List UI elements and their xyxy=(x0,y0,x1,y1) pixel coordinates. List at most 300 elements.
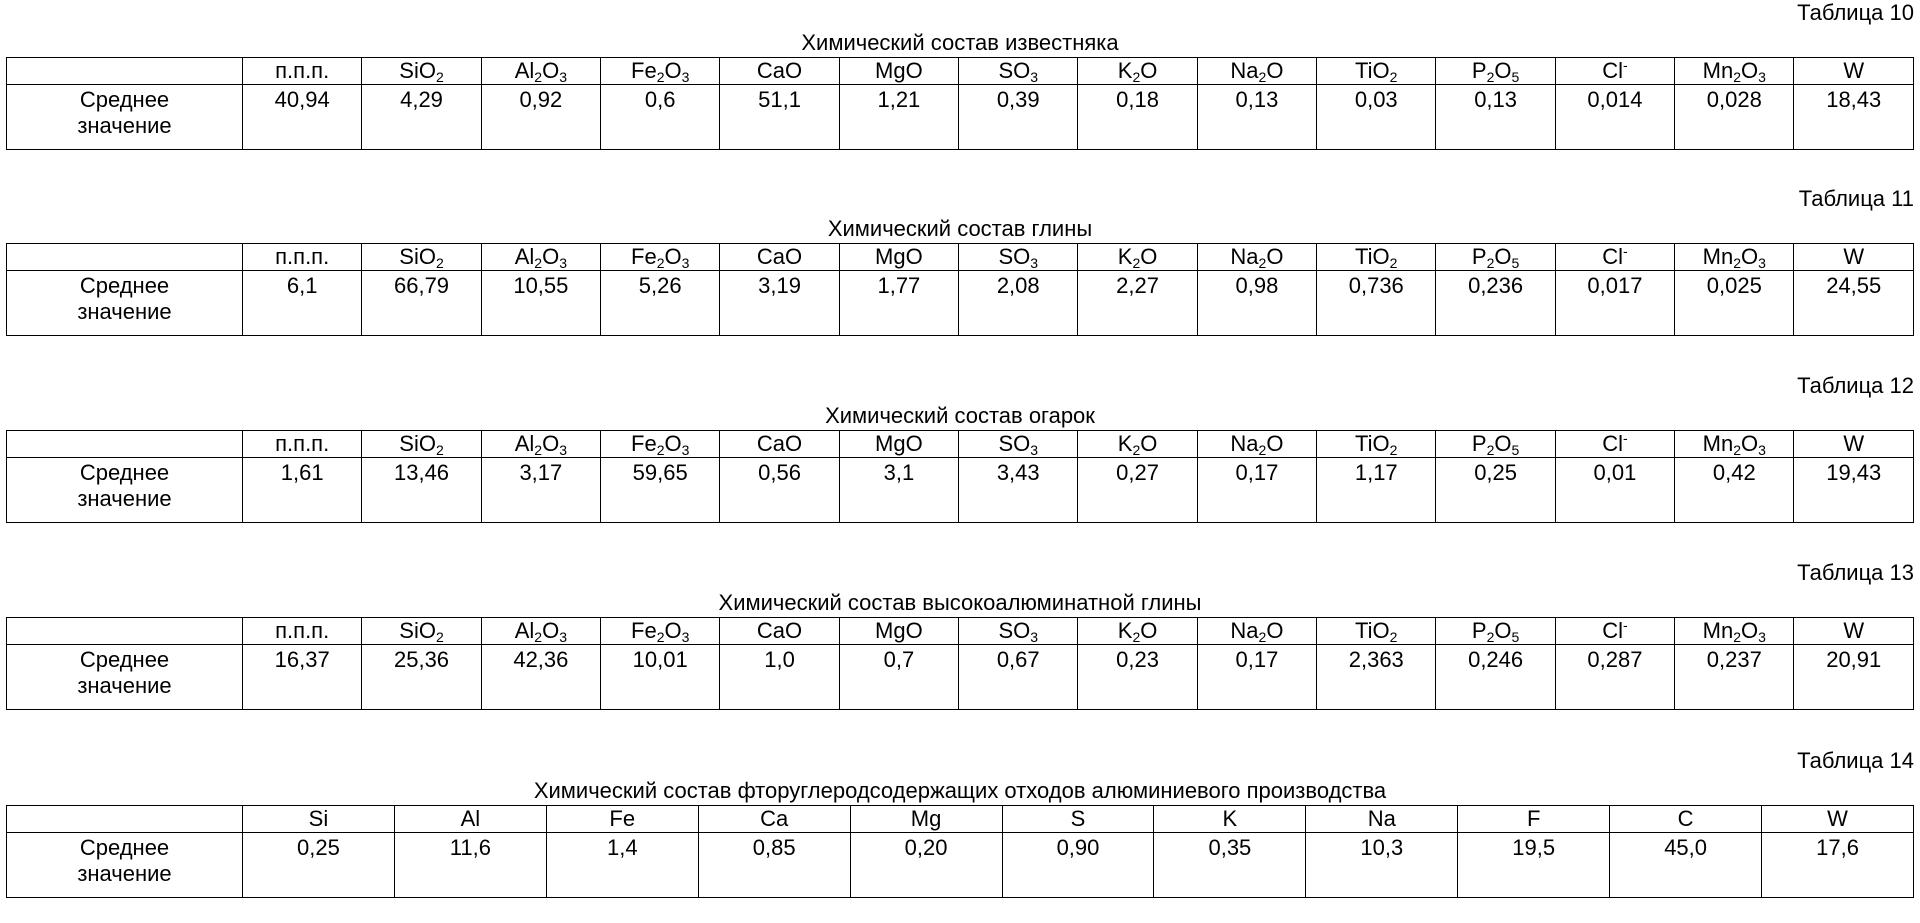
formula-text: SO xyxy=(998,618,1031,643)
value-cell: 0,246 xyxy=(1436,645,1555,710)
chemical-composition-table xyxy=(6,805,1914,898)
column-header xyxy=(850,806,1002,833)
value-cell: 0,01 xyxy=(1555,458,1674,523)
formula-text: W xyxy=(1843,244,1865,269)
header-row xyxy=(7,618,1914,645)
value-cell: 59,65 xyxy=(601,458,720,523)
formula-text: Al xyxy=(514,244,535,269)
formula-text: Na xyxy=(1230,618,1259,643)
formula-text: SiO xyxy=(399,244,436,269)
formula-text: O xyxy=(1140,431,1158,456)
formula-text: Mn xyxy=(1702,58,1734,83)
column-header xyxy=(394,806,546,833)
value-cell: 3,17 xyxy=(481,458,600,523)
formula-text: K xyxy=(1117,618,1133,643)
table-number: Таблица 11 xyxy=(1798,186,1914,211)
column-header xyxy=(1306,806,1458,833)
formula-text: O xyxy=(1741,618,1759,643)
column-header xyxy=(481,58,600,85)
formula-text: O xyxy=(1741,431,1759,456)
column-header xyxy=(1555,58,1674,85)
value-cell: 2,363 xyxy=(1317,645,1436,710)
value-cell: 13,46 xyxy=(362,458,481,523)
column-header xyxy=(1675,244,1794,271)
formula-text: K xyxy=(1117,431,1133,456)
formula-text: SO xyxy=(998,244,1031,269)
column-header xyxy=(601,58,720,85)
formula-text: Na xyxy=(1230,244,1259,269)
formula-text: CaO xyxy=(756,58,803,83)
formula-text: TiO xyxy=(1355,58,1390,83)
value-cell: 0,17 xyxy=(1197,458,1316,523)
formula-text: P xyxy=(1471,244,1487,269)
formula-text: O xyxy=(1741,244,1759,269)
formula-text: O xyxy=(664,244,682,269)
column-header xyxy=(1458,806,1610,833)
formula-text: O xyxy=(1140,618,1158,643)
value-cell: 51,1 xyxy=(720,85,839,150)
formula-subscript: 5 xyxy=(1511,69,1520,85)
header-row xyxy=(7,244,1914,271)
formula-text: W xyxy=(1843,58,1865,83)
table-section xyxy=(0,373,1920,548)
formula-subscript: 2 xyxy=(534,255,543,271)
formula-text: O xyxy=(664,618,682,643)
formula-text: Mn xyxy=(1702,244,1734,269)
formula-text: O xyxy=(542,618,560,643)
formula-text: п.п.п. xyxy=(275,431,330,456)
column-header xyxy=(1436,58,1555,85)
value-cell: 25,36 xyxy=(362,645,481,710)
formula-subscript: 2 xyxy=(1389,442,1398,458)
value-cell: 0,025 xyxy=(1675,271,1794,336)
column-header xyxy=(1317,244,1436,271)
corner-cell xyxy=(7,244,243,271)
formula-text: Al xyxy=(460,806,481,831)
column-header xyxy=(1317,431,1436,458)
table-section xyxy=(0,0,1920,175)
formula-subscript: 3 xyxy=(1030,442,1039,458)
column-header xyxy=(481,431,600,458)
value-cell: 0,17 xyxy=(1197,645,1316,710)
header-row xyxy=(7,806,1914,833)
value-cell: 0,20 xyxy=(850,833,1002,898)
column-header xyxy=(1154,806,1306,833)
row-label-line: Среднее xyxy=(79,87,170,112)
formula-text: SiO xyxy=(399,618,436,643)
column-header xyxy=(1078,431,1197,458)
formula-text: P xyxy=(1471,58,1487,83)
formula-text: O xyxy=(1140,244,1158,269)
formula-subscript: 2 xyxy=(534,442,543,458)
column-header xyxy=(1197,244,1316,271)
value-cell: 1,21 xyxy=(839,85,958,150)
formula-text: Al xyxy=(514,618,535,643)
column-header xyxy=(1002,806,1154,833)
formula-text: K xyxy=(1117,58,1133,83)
formula-subscript: 2 xyxy=(1258,629,1267,645)
value-cell: 3,19 xyxy=(720,271,839,336)
value-cell: 18,43 xyxy=(1794,85,1914,150)
column-header xyxy=(839,618,958,645)
formula-text: TiO xyxy=(1355,431,1390,456)
column-header xyxy=(1078,58,1197,85)
table-title: Химический состав фторуглеродсодержащих отходов алюминиевого производства xyxy=(533,778,1387,803)
formula-text: Al xyxy=(514,431,535,456)
column-header xyxy=(1436,244,1555,271)
value-cell: 0,39 xyxy=(959,85,1078,150)
formula-text: MgO xyxy=(875,618,923,643)
formula-text: Fe xyxy=(631,58,657,83)
formula-text: Na xyxy=(1367,806,1396,831)
value-cell: 45,0 xyxy=(1610,833,1762,898)
formula-subscript: 2 xyxy=(656,629,665,645)
formula-text: P xyxy=(1471,618,1487,643)
table-number: Таблица 14 xyxy=(1797,748,1914,773)
row-label-line: Среднее xyxy=(79,835,170,860)
value-cell: 0,7 xyxy=(839,645,958,710)
formula-text: W xyxy=(1827,806,1848,831)
table-section xyxy=(0,748,1920,923)
value-cell: 0,287 xyxy=(1555,645,1674,710)
value-cell: 0,92 xyxy=(481,85,600,150)
formula-text: Na xyxy=(1230,58,1259,83)
column-header xyxy=(959,431,1078,458)
value-cell: 0,25 xyxy=(1436,458,1555,523)
formula-text: п.п.п. xyxy=(275,58,330,83)
chemical-composition-table xyxy=(6,243,1914,336)
formula-subscript: 5 xyxy=(1511,255,1520,271)
value-cell: 11,6 xyxy=(394,833,546,898)
column-header xyxy=(720,244,839,271)
formula-text: CaO xyxy=(756,618,803,643)
formula-text: O xyxy=(664,431,682,456)
column-header xyxy=(1197,58,1316,85)
column-header xyxy=(698,806,850,833)
column-header xyxy=(1794,58,1914,85)
value-cell: 10,55 xyxy=(481,271,600,336)
row-label-line: значение xyxy=(77,673,172,698)
formula-text: O xyxy=(1494,244,1512,269)
formula-subscript: 2 xyxy=(1389,255,1398,271)
table-row xyxy=(7,833,1914,898)
formula-subscript: 2 xyxy=(1486,255,1495,271)
value-cell: 6,1 xyxy=(243,271,362,336)
chemical-composition-table xyxy=(6,617,1914,710)
formula-text: SO xyxy=(998,431,1031,456)
column-header xyxy=(959,58,1078,85)
column-header xyxy=(839,58,958,85)
formula-text: O xyxy=(1140,58,1158,83)
formula-subscript: 3 xyxy=(1758,69,1766,85)
formula-superscript: - xyxy=(1623,617,1628,633)
formula-subscript: 2 xyxy=(435,629,444,645)
formula-subscript: 2 xyxy=(1486,442,1495,458)
value-cell: 0,98 xyxy=(1197,271,1316,336)
value-cell: 66,79 xyxy=(362,271,481,336)
formula-text: O xyxy=(1494,431,1512,456)
formula-text: S xyxy=(1070,806,1086,831)
value-cell: 10,3 xyxy=(1306,833,1458,898)
formula-subscript: 2 xyxy=(534,69,543,85)
formula-subscript: 3 xyxy=(681,629,690,645)
formula-superscript: - xyxy=(1623,57,1628,73)
value-cell: 0,028 xyxy=(1675,85,1794,150)
formula-text: SO xyxy=(998,58,1031,83)
value-cell: 0,13 xyxy=(1197,85,1316,150)
table-title: Химический состав известняка xyxy=(801,30,1119,55)
formula-text: O xyxy=(1494,58,1512,83)
formula-text: O xyxy=(542,58,560,83)
formula-text: O xyxy=(1266,431,1284,456)
column-header xyxy=(243,806,395,833)
value-cell: 40,94 xyxy=(243,85,362,150)
column-header xyxy=(1555,431,1674,458)
value-cell: 0,85 xyxy=(698,833,850,898)
value-cell: 0,23 xyxy=(1078,645,1197,710)
row-label xyxy=(7,645,243,710)
formula-text: K xyxy=(1222,806,1238,831)
formula-text: Fe xyxy=(631,431,657,456)
row-label-line: значение xyxy=(77,486,172,511)
formula-text: O xyxy=(1266,58,1284,83)
formula-subscript: 2 xyxy=(1486,629,1495,645)
column-header xyxy=(959,244,1078,271)
column-header xyxy=(243,58,362,85)
value-cell: 2,08 xyxy=(959,271,1078,336)
formula-subscript: 3 xyxy=(1758,442,1766,458)
column-header xyxy=(481,618,600,645)
column-header xyxy=(601,431,720,458)
column-header xyxy=(959,618,1078,645)
table-row xyxy=(7,458,1914,523)
corner-cell xyxy=(7,806,243,833)
value-cell: 0,736 xyxy=(1317,271,1436,336)
formula-text: F xyxy=(1526,806,1541,831)
formula-subscript: 2 xyxy=(435,442,444,458)
formula-text: Fe xyxy=(631,618,657,643)
formula-subscript: 3 xyxy=(559,629,567,645)
value-cell: 0,25 xyxy=(243,833,395,898)
formula-subscript: 2 xyxy=(656,442,665,458)
formula-text: Fe xyxy=(631,244,657,269)
column-header xyxy=(601,244,720,271)
value-cell: 1,0 xyxy=(720,645,839,710)
table-section xyxy=(0,186,1920,361)
table-row xyxy=(7,271,1914,336)
row-label-line: Среднее xyxy=(79,647,170,672)
column-header xyxy=(546,806,698,833)
row-label xyxy=(7,833,243,898)
column-header xyxy=(362,244,481,271)
column-header xyxy=(720,431,839,458)
column-header xyxy=(720,58,839,85)
column-header xyxy=(1610,806,1762,833)
corner-cell xyxy=(7,431,243,458)
column-header xyxy=(1794,431,1914,458)
value-cell: 4,29 xyxy=(362,85,481,150)
formula-text: MgO xyxy=(875,244,923,269)
value-cell: 42,36 xyxy=(481,645,600,710)
formula-subscript: 2 xyxy=(534,629,543,645)
corner-cell xyxy=(7,58,243,85)
formula-subscript: 2 xyxy=(1733,442,1742,458)
column-header xyxy=(1762,806,1914,833)
value-cell: 10,01 xyxy=(601,645,720,710)
formula-subscript: 3 xyxy=(1030,69,1039,85)
value-cell: 0,35 xyxy=(1154,833,1306,898)
formula-subscript: 2 xyxy=(1132,629,1141,645)
formula-text: O xyxy=(542,244,560,269)
formula-subscript: 3 xyxy=(559,442,567,458)
formula-subscript: 3 xyxy=(681,255,690,271)
formula-text: O xyxy=(1266,244,1284,269)
formula-subscript: 3 xyxy=(1030,629,1039,645)
formula-subscript: 3 xyxy=(1758,255,1766,271)
column-header xyxy=(1794,618,1914,645)
table-row xyxy=(7,85,1914,150)
header-row xyxy=(7,431,1914,458)
value-cell: 1,17 xyxy=(1317,458,1436,523)
formula-subscript: 3 xyxy=(1758,629,1766,645)
column-header xyxy=(1197,431,1316,458)
value-cell: 3,43 xyxy=(959,458,1078,523)
column-header xyxy=(720,618,839,645)
formula-text: MgO xyxy=(875,431,923,456)
formula-text: W xyxy=(1843,618,1865,643)
header-row xyxy=(7,58,1914,85)
value-cell: 0,6 xyxy=(601,85,720,150)
row-label-line: значение xyxy=(77,299,172,324)
value-cell: 0,13 xyxy=(1436,85,1555,150)
formula-subscript: 2 xyxy=(1733,629,1742,645)
formula-subscript: 2 xyxy=(1132,69,1141,85)
value-cell: 0,56 xyxy=(720,458,839,523)
formula-text: Mn xyxy=(1702,618,1734,643)
column-header xyxy=(243,618,362,645)
formula-text: SiO xyxy=(399,431,436,456)
table-title: Химический состав глины xyxy=(827,216,1093,241)
column-header xyxy=(1675,618,1794,645)
formula-text: Cl xyxy=(1602,58,1623,83)
row-label xyxy=(7,85,243,150)
table-number: Таблица 12 xyxy=(1797,373,1914,398)
formula-subscript: 2 xyxy=(435,69,444,85)
formula-subscript: 2 xyxy=(1132,255,1141,271)
formula-subscript: 2 xyxy=(1389,629,1398,645)
column-header xyxy=(1555,618,1674,645)
column-header xyxy=(243,244,362,271)
value-cell: 0,90 xyxy=(1002,833,1154,898)
value-cell: 17,6 xyxy=(1762,833,1914,898)
row-label xyxy=(7,271,243,336)
formula-text: Si xyxy=(308,806,329,831)
formula-text: п.п.п. xyxy=(275,618,330,643)
column-header xyxy=(1675,431,1794,458)
formula-superscript: - xyxy=(1623,243,1628,259)
column-header xyxy=(1317,58,1436,85)
formula-text: O xyxy=(542,431,560,456)
corner-cell xyxy=(7,618,243,645)
value-cell: 5,26 xyxy=(601,271,720,336)
formula-subscript: 3 xyxy=(681,442,690,458)
column-header xyxy=(1555,244,1674,271)
value-cell: 0,236 xyxy=(1436,271,1555,336)
column-header xyxy=(362,618,481,645)
value-cell: 24,55 xyxy=(1794,271,1914,336)
value-cell: 0,42 xyxy=(1675,458,1794,523)
formula-subscript: 3 xyxy=(559,255,567,271)
formula-text: Ca xyxy=(760,806,789,831)
formula-text: CaO xyxy=(756,244,803,269)
value-cell: 1,4 xyxy=(546,833,698,898)
value-cell: 19,43 xyxy=(1794,458,1914,523)
column-header xyxy=(362,58,481,85)
value-cell: 0,237 xyxy=(1675,645,1794,710)
table-row xyxy=(7,645,1914,710)
value-cell: 1,77 xyxy=(839,271,958,336)
formula-text: Cl xyxy=(1602,431,1623,456)
formula-text: O xyxy=(1494,618,1512,643)
formula-subscript: 2 xyxy=(435,255,444,271)
formula-subscript: 2 xyxy=(1258,255,1267,271)
formula-subscript: 2 xyxy=(1132,442,1141,458)
formula-subscript: 2 xyxy=(656,255,665,271)
formula-text: CaO xyxy=(756,431,803,456)
formula-text: MgO xyxy=(875,58,923,83)
formula-text: Mg xyxy=(910,806,942,831)
value-cell: 1,61 xyxy=(243,458,362,523)
column-header xyxy=(1794,244,1914,271)
value-cell: 2,27 xyxy=(1078,271,1197,336)
column-header xyxy=(1317,618,1436,645)
row-label-line: Среднее xyxy=(79,460,170,485)
formula-text: Al xyxy=(514,58,535,83)
formula-subscript: 3 xyxy=(1030,255,1039,271)
formula-text: п.п.п. xyxy=(275,244,330,269)
column-header xyxy=(601,618,720,645)
table-title: Химический состав огарок xyxy=(825,403,1095,428)
formula-text: O xyxy=(1741,58,1759,83)
chemical-composition-table xyxy=(6,57,1914,150)
table-number: Таблица 13 xyxy=(1797,560,1914,585)
formula-text: Mn xyxy=(1702,431,1734,456)
row-label-line: значение xyxy=(77,113,172,138)
value-cell: 0,27 xyxy=(1078,458,1197,523)
column-header xyxy=(1436,618,1555,645)
table-section xyxy=(0,560,1920,735)
formula-text: TiO xyxy=(1355,618,1390,643)
row-label-line: Среднее xyxy=(79,273,170,298)
formula-text: Cl xyxy=(1602,244,1623,269)
column-header xyxy=(1078,244,1197,271)
column-header xyxy=(1436,431,1555,458)
formula-subscript: 5 xyxy=(1511,629,1520,645)
column-header xyxy=(362,431,481,458)
formula-text: O xyxy=(1266,618,1284,643)
formula-text: SiO xyxy=(399,58,436,83)
formula-text: Na xyxy=(1230,431,1259,456)
value-cell: 0,03 xyxy=(1317,85,1436,150)
formula-subscript: 2 xyxy=(1733,69,1742,85)
value-cell: 0,017 xyxy=(1555,271,1674,336)
formula-subscript: 2 xyxy=(1486,69,1495,85)
formula-text: C xyxy=(1677,806,1694,831)
value-cell: 16,37 xyxy=(243,645,362,710)
formula-superscript: - xyxy=(1623,430,1628,446)
table-number: Таблица 10 xyxy=(1797,0,1914,25)
chemical-composition-table xyxy=(6,430,1914,523)
